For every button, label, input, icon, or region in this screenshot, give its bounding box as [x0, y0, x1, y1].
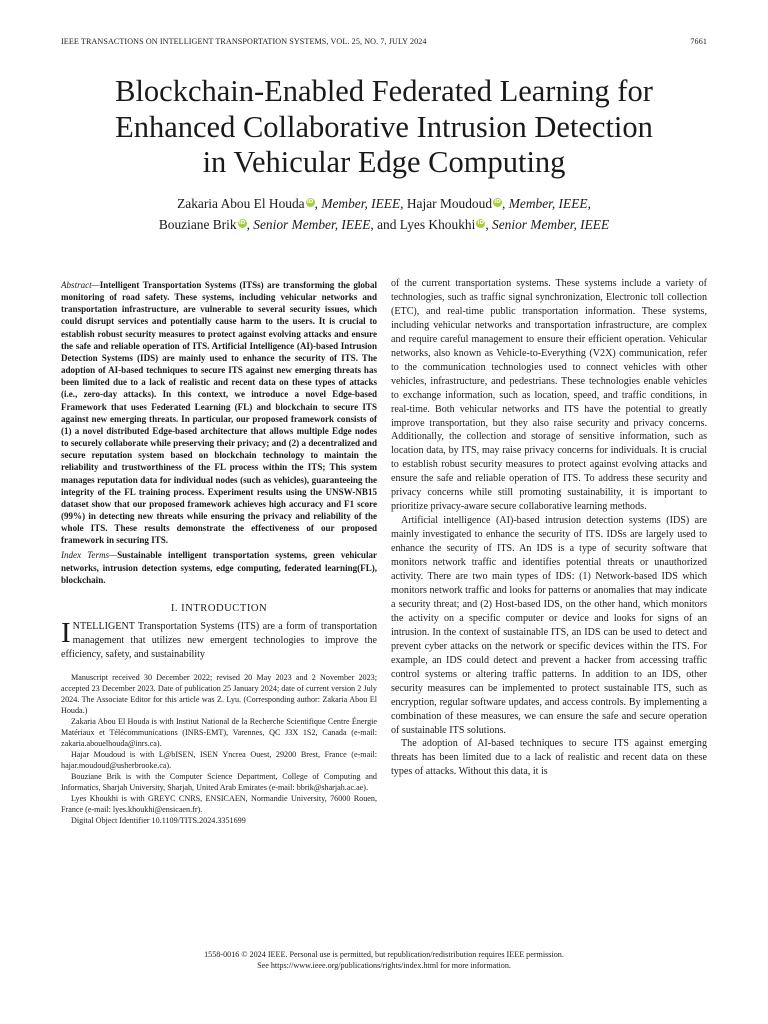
- left-column: [61, 279, 377, 826]
- intro-text: NTELLIGENT Transportation Systems (ITS) are a form of transportation management that utilizes new emergent technologies to improve the efficiency, safety, and sustainability: [61, 620, 377, 660]
- index-terms-lead: Index Terms—: [61, 550, 118, 561]
- abstract-text: Intelligent Transportation Systems (ITSs) are transforming the global monitoring of road safety. These systems, including vehicular networks and transportation infrastructure, are vulnerable to several security issues, which could disrupt services and potentially cause harm to the users. It is crucial to establish robust security measures to protect against evolving attacks and ensure the safe and reliable operation of ITS. Artificial Intelligence (AI)-based Intrusion Detection Systems (IDS) are mainly used to enhance the security of ITS. The adoption of AI-based techniques to secure ITS against new emerging threats has been limited due to a lack of realistic and recent data on these types of attacks (i.e., zero-day attacks). In this context, we introduce a novel Edge-based Framework that uses Federated Learning (FL) and blockchain to secure ITS against new emerging threats. In particular, our proposed framework consists of (1) a novel distributed Edge-based architecture that allows multiple Edge nodes to securely collaborate while preserving their privacy; and (2) a decentralized and secure reputation system based on blockchain technology to maintain the reliability and trustworthiness of the FL process within the ITS; This system manages reputation data for individual nodes (such as vehicles), guaranteeing the integrity of the FL training process. Experiment results using the UNSW-NB15 dataset show that our proposed framework achieves high accuracy and F1 score (99%) in detecting new threats while ensuring the privacy and reliability of the whole ITS. These results demonstrate the effectiveness of our proposed framework in securing ITS.: [61, 280, 377, 546]
- body-paragraph: of the current transportation systems. These systems include a variety of technologies, such as traffic signal synchronization, Electronic toll collection (ETC), and real-time public transportation information. These systems, including vehicular networks and transportation infrastructure, are complex and require careful management to ensure their efficient operation. Vehicular networks, also known as Vehicle-to-Everything (V2X) communication, refer to the communication technologies used to connect vehicles with other vehicles, infrastructure, and pedestrians. These technologies enable vehicles to exchange information, such as location, speed, and traffic conditions, in real-time. Both vehicular networks and ITS have the potential to greatly improve transportation, but they also raise security and privacy concerns. Additionally, the collection and storage of sensitive information, such as location data, by ITS, may raise privacy concerns for individuals. It is crucial to establish robust security measures to protect against evolving attacks and ensure the safe and reliable operation of ITS. To address these security and privacy concerns while still promoting sustainability, it is important to prioritize privacy-aware secure collaborative learning methods.: [391, 278, 707, 513]
- index-terms: [61, 549, 377, 585]
- author-line: Zakaria Abou El Houda iD, Member, IEEE, Hajar Moudoud iD, Member, IEEE,: [177, 196, 591, 211]
- body-paragraph: Artificial intelligence (AI)-based intrusion detection systems (IDS) are mainly investigated to enhance the security of ITS. IDSs are largely used to enhance the security of ITS. An IDS is a type of security software that monitors network traffic and identifies potential threats or unauthorized activity. There are two main types of IDS: (1) Network-based IDS which monitors network traffic and looks for patterns or anomalies that may indicate a security threat; and (2) Host-based IDS, on the other hand, which monitors the activity on a specific computer or device and looks for signs of an intrusion. In the context of sustainable ITS, an IDS can be used to detect and prevent cyber attacks on the network or specific devices within the ITS. For example, an IDS could detect and prevent a hacker from accessing traffic control systems or altering traffic patterns. In addition to an IDS, other security measures can be implemented to protect sustainable ITS, such as encryption, regular software updates, and access controls. By implementing a combination of these measures, we can ensure the safe and secure operation of sustainable ITS solutions.: [391, 515, 707, 736]
- title-line: Enhanced Collaborative Intrusion Detection: [115, 109, 653, 144]
- title-line: in Vehicular Edge Computing: [202, 145, 566, 179]
- author-name: Zakaria Abou El Houda: [177, 196, 305, 211]
- journal-name: IEEE TRANSACTIONS ON INTELLIGENT TRANSPORTATION SYSTEMS, VOL. 25, NO. 7, JULY 2024: [61, 37, 427, 46]
- orcid-icon[interactable]: iD: [238, 219, 246, 226]
- footnote: Manuscript received 30 December 2022; revised 20 May 2023 and 2 November 2023; accepted 23 December 2023. Date of publication 25 January 2024; date of current version 2 July 2024. The Associate Editor for this article was Z. Lyu. (Corresponding author: Zakaria Abou El Houda.): [61, 672, 377, 715]
- intro-paragraph: [61, 616, 377, 662]
- author-role: Senior Member, IEEE: [253, 217, 371, 232]
- running-head: [61, 37, 707, 49]
- body-paragraph: The adoption of AI-based techniques to secure ITS against emerging threats has been limited due to a lack of realistic and recent data on these types of attacks. Without this data, it is: [391, 738, 707, 778]
- copyright-line: 1558-0016 © 2024 IEEE. Personal use is permitted, but republication/redistribution requires IEEE permission.: [204, 950, 564, 959]
- orcid-icon[interactable]: iD: [477, 219, 485, 226]
- abstract: [61, 279, 377, 546]
- author-name: Bouziane Brik: [158, 217, 237, 232]
- right-column: [391, 277, 707, 779]
- author-list: [40, 193, 728, 235]
- author-role: Senior Member, IEEE: [492, 217, 610, 232]
- rights-link-line[interactable]: See https://www.ieee.org/publications/rights/index.html for more information.: [257, 961, 511, 970]
- footnote: Digital Object Identifier 10.1109/TITS.2024.3351699: [71, 816, 246, 826]
- abstract-lead: Abstract—: [61, 280, 100, 290]
- footnote: Hajar Moudoud is with L@bISEN, ISEN Yncrea Ouest, 29200 Brest, France (e-mail: hajar.moudoud@usherbrooke.ca).: [61, 750, 377, 771]
- author-role: Member, IEEE: [508, 196, 588, 211]
- author-role: Member, IEEE: [321, 196, 401, 211]
- author-name: Hajar Moudoud: [406, 196, 493, 211]
- page-number: 7661: [690, 37, 707, 46]
- orcid-icon[interactable]: iD: [306, 198, 314, 205]
- section-heading: I. INTRODUCTION: [170, 602, 268, 614]
- index-terms-text: Sustainable intelligent transportation systems, green vehicular networks, intrusion detection systems, edge computing, federated learning(FL), blockchain.: [61, 550, 378, 585]
- drop-cap: I: [61, 616, 71, 649]
- footnote: Zakaria Abou El Houda is with Institut National de la Recherche Scientifique Centre Énergie Matériaux et Télécommunications (INRS-EMT), Varennes, QC J3X 1S2, Canada (e-mail: zakaria.abouelhouda@inrs.ca).: [61, 716, 377, 748]
- copyright-footer: [40, 949, 728, 971]
- orcid-icon[interactable]: iD: [494, 198, 501, 205]
- author-line: Bouziane Brik iD, Senior Member, IEEE, and Lyes Khoukhi iD, Senior Member, IEEE: [158, 217, 610, 232]
- paper-title: [40, 74, 728, 181]
- footnote: Bouziane Brik is with the Computer Science Department, College of Computing and Informatics, Sharjah University, Sharjah, United Arab Emirates (e-mail: bbrik@sharjah.ac.ae).: [61, 772, 377, 793]
- author-name: Lyes Khoukhi: [399, 217, 476, 232]
- footnotes: [61, 672, 377, 827]
- title-line: Blockchain-Enabled Federated Learning for: [115, 74, 653, 108]
- footnote: Lyes Khoukhi is with GREYC CNRS, ENSICAEN, Normandie University, 76000 Rouen, France (e-mail: lyes.khoukhi@ensicaen.fr).: [61, 794, 377, 815]
